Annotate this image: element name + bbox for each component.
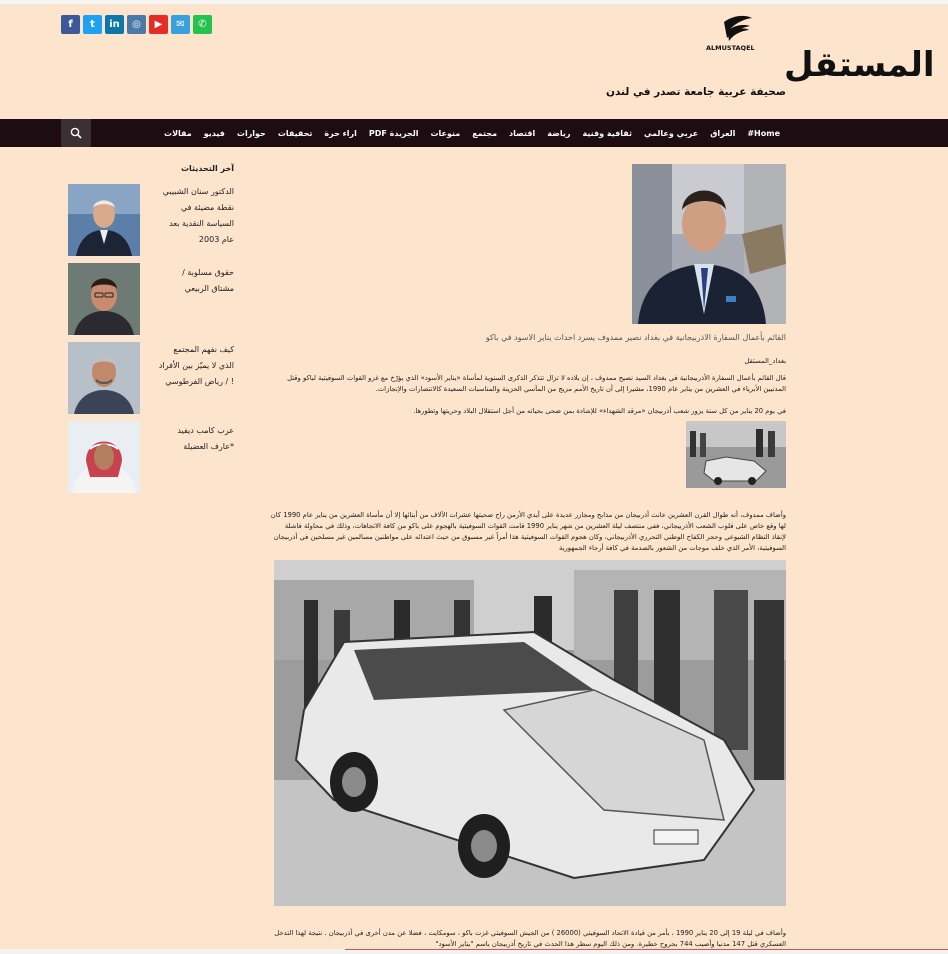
nav-item-3[interactable]: ثقافية وفنية — [582, 128, 632, 138]
logo-latin: ALMUSTAQEL — [706, 44, 755, 52]
nav-item-4[interactable]: رياضة — [547, 128, 571, 138]
nav-item-11[interactable]: حوارات — [236, 128, 266, 138]
nav-item-5[interactable]: اقتصاد — [509, 128, 536, 138]
nav-item-0[interactable]: Home# — [747, 128, 780, 138]
nav-item-6[interactable]: مجتمع — [472, 128, 498, 138]
avatar[interactable] — [68, 184, 140, 256]
nav-item-2[interactable]: عربي وعالمي — [643, 128, 699, 138]
sidebar-post-title[interactable]: الدكتور سنان الشبيبي نقطة مضيئة في السياسة النقدية بعد عام 2003 — [162, 187, 234, 244]
search-icon — [70, 127, 82, 139]
sidebar-post-title[interactable]: كيف نفهم المجتمع الذي لا يميّز بين الأفراد ! / رياض الفرطوسي — [158, 345, 234, 386]
nav-items — [158, 119, 786, 147]
article-paragraph-4: وأضاف في ليلة 19 إلى 20 يناير 1990 ، بأمر من قيادة الاتحاد السوفيتي (26000 ) من الجيش السوفيتي غزت باكو ، سومكايت ، فضلا عن مدن أخرى في أذربيجان . نتيجة لهذا التدخل العسكري قتل 147 مدنيا وأصيب 744 بجروح خطيرة. ومن ذلك اليوم سطر هذا الحدث في تاريخ أذربيجان باسم "يناير الأسود" — [274, 929, 786, 948]
social-links — [61, 15, 212, 34]
top-strip — [0, 0, 948, 4]
instagram-icon[interactable]: ◎ — [127, 15, 146, 34]
sidebar-post-4[interactable] — [68, 421, 234, 495]
nav-item-9[interactable]: اراء حرة — [324, 128, 357, 138]
sidebar-post-title[interactable]: عرب كامب ديفيد *عارف العضيلة — [177, 426, 234, 451]
sidebar-post-1[interactable] — [68, 184, 234, 258]
nav-item-12[interactable]: فيديو — [203, 128, 225, 138]
twitter-icon[interactable]: t — [83, 15, 102, 34]
tagline: صحيفة عربية جامعة تصدر في لندن — [606, 86, 786, 98]
youtube-icon[interactable]: ▶ — [149, 15, 168, 34]
article-paragraph-1: قال القائم بأعمال السفارة الأذربيجانية في بغداد السيد نصيح ممدوف ، إن بلاده لا تزال تتذكر الذكرى السنوية لمأساة «يناير الأسود» الذي يؤرّخ مع غزو القوات السوفيتية لباكو وقتل المدنيين الأبرياء في العشرين من يناير عام 1990، مشيرا إلى أن تاريخ الأمم مزيج من المآسي الحزينة والمناسبات السعيدة كالانتصارات والإنجازات. — [287, 374, 786, 393]
avatar[interactable] — [68, 421, 140, 493]
article-large-photo — [274, 560, 786, 906]
article-main-photo — [632, 164, 786, 324]
main-nav — [0, 119, 948, 147]
nav-item-13[interactable]: مقالات — [164, 128, 192, 138]
article-paragraph-2: في يوم 20 يناير من كل سنة يزور شعب أذربيجان «مرقد الشهداء» للإشادة بمن ضحى بحياته من أجل استقلال البلاد وحريتها وتطورها. — [413, 407, 786, 415]
search-button[interactable] — [61, 119, 91, 147]
sidebar-post-3[interactable] — [68, 342, 234, 416]
nav-item-1[interactable]: العراق — [710, 128, 736, 138]
sidebar-title: آخر التحديثات — [181, 164, 234, 173]
email-icon[interactable]: ✉ — [171, 15, 190, 34]
avatar[interactable] — [68, 263, 140, 335]
whatsapp-icon[interactable]: ✆ — [193, 15, 212, 34]
article-inline-photo — [686, 421, 786, 488]
article-paragraph-3: وأضاف ممدوف، أنه طوال القرن العشرين عانت أذربيجان من مذابح ومجازر عديدة على أيدي الأرمن راح ضحيتها عشرات الآلاف من أبنائها إلا أن مأساة العشرين من يناير عام 1990 كان لها وقع خاص على قلوب الشعب الأذربيجاني، ففي منتصف ليلة العشرين من شهر يناير 1990 قامت القوات السوفيتية بالهجوم على باكو من كافة الاتجاهات، وذلك في محاولة فاشلة لإنقاذ النظام الشيوعي وحجر الكفاح الوطني التحرري الأذربيجاني، وكان هجوم القوات السوفيتية هذا أمراً غير مسبوق من حيث اعتدائه على مواطنين مسالمين غير مسلحين في أذربيجان السوفيتية، الأمر الذي خلف موجات من الشعور بالصدمة في كافة أرجاء الجمهورية — [270, 511, 786, 552]
sidebar-post-title[interactable]: حقوق مسلوبة / مشتاق الربيعي — [182, 268, 234, 293]
avatar[interactable] — [68, 342, 140, 414]
photo-caption: القائم بأعمال السفارة الاذربيجانية في بغداد نصير ممدوف يسرد احداث يناير الاسود في باكو — [485, 333, 786, 342]
facebook-icon[interactable]: f — [61, 15, 80, 34]
article-location: بغداد_المستقل — [744, 357, 786, 365]
nav-item-7[interactable]: منوعات — [430, 128, 461, 138]
bottom-rule — [345, 949, 948, 950]
linkedin-icon[interactable]: in — [105, 15, 124, 34]
nav-item-10[interactable]: تحقيقات — [277, 128, 313, 138]
logo-arabic: المستقل — [784, 45, 935, 85]
sidebar-post-2[interactable] — [68, 263, 234, 337]
nav-item-8[interactable]: الجريدة PDF — [368, 128, 419, 138]
